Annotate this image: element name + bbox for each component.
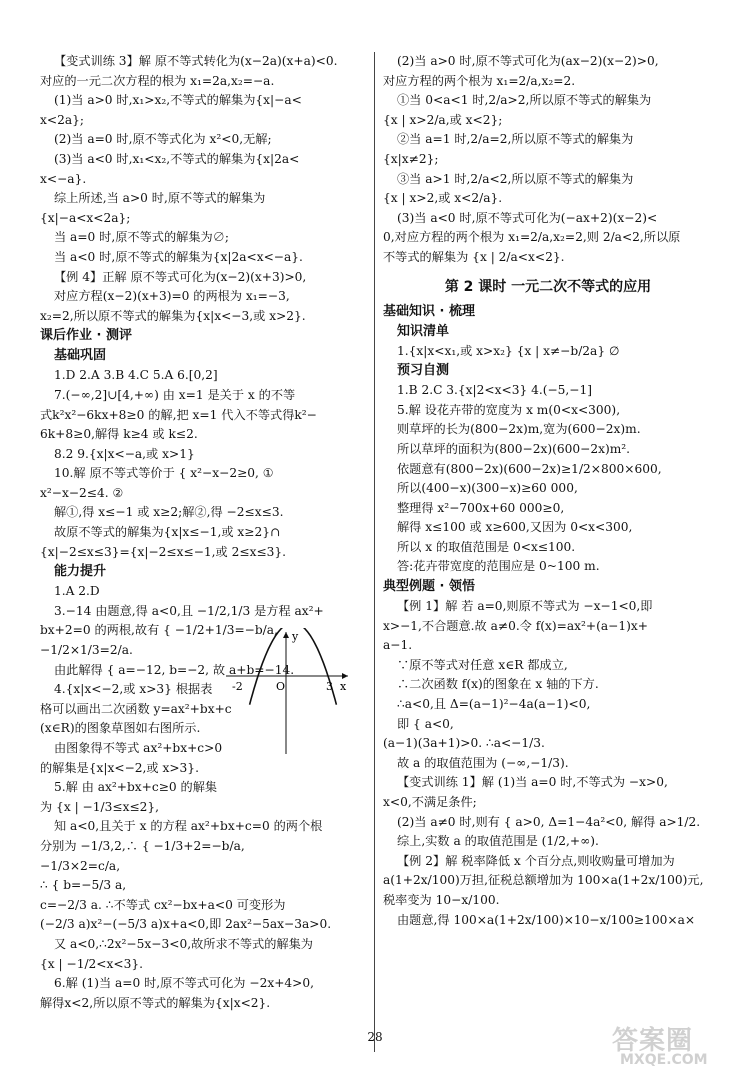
right-line: a(1+2x/100)万担,征税总额增加为 100×a(1+2x/100)元, [383,873,704,888]
left-line: 对应的一元二次方程的根为 x₁=2a,x₂=−a. [40,73,275,88]
left-line: (1)当 a>0 时,x₁>x₂,不等式的解集为{x|−a< [54,93,302,108]
x-tick-neg2: -2 [232,680,243,693]
right-line: 5.解 设花卉带的宽度为 x m(0<x<300), [397,402,621,417]
right-line: ∴二次函数 f(x)的图象在 x 轴的下方. [397,677,599,692]
right-line: {x | x>2,或 x<2/a}. [383,191,503,206]
left-line: 为 {x | −1/3≤x≤2}, [40,799,160,814]
left-line: −1/3×2=c/a, [40,858,121,873]
left-line: {x | −1/2<x<3}. [40,956,143,971]
left-line: {x|−a<x<2a}; [40,210,131,225]
right-line: 典型例题 · 领悟 [383,579,475,595]
left-line: 综上所述,当 a>0 时,原不等式的解集为 [54,191,266,206]
left-line: x<2a}; [40,112,84,127]
left-line: 分别为 −1/3,2,∴ { −1/3+2=−b/a, [40,838,245,853]
left-line: 当 a=0 时,原不等式的解集为∅; [54,230,230,245]
left-line: 8.2 9.{x|x<−a,或 x>1} [54,446,195,461]
left-line: 故原不等式的解集为{x|x≤−1,或 x≥2}∩ [54,525,281,540]
right-line: {x|x≠2}; [383,151,439,166]
left-line: bx+2=0 的两根,故有 { −1/2+1/3=−b/a, [40,623,278,638]
y-axis-label: y [292,630,299,643]
right-line: {x | x>2/a,或 x<2}; [383,112,503,127]
right-line: 故 a 的取值范围为 (−∞,−1/3). [397,755,569,770]
left-line: 的解集是{x|x<−2,或 x>3}. [40,760,199,775]
left-line: 5.解 由 ax²+bx+c≥0 的解集 [54,780,218,795]
left-line: 【变式训练 3】解 原不等式转化为(x−2a)(x+a)<0. [54,54,338,68]
right-line: (3)当 a<0 时,原不等式可化为(−ax+2)(x−2)< [397,210,658,225]
left-line: 当 a<0 时,原不等式的解集为{x|2a<x<−a}. [54,249,303,264]
right-line: (a−1)(3a+1)>0. ∴a<−1/3. [383,736,545,751]
left-line: (−2/3 a)x²−(−5/3 a)x+a<0,即 2ax²−5ax−3a>0. [40,917,332,932]
right-line: 不等式的解集为 {x | 2/a<x<2}. [383,249,565,264]
right-line: x<0,不满足条件; [383,795,477,809]
right-line: 答:花卉带宽度的范围应是 0~100 m. [397,559,600,574]
right-line: 【变式训练 1】解 (1)当 a=0 时,不等式为 −x>0, [397,775,668,790]
right-line: x>−1,不合题意.故 a≠0.令 f(x)=ax²+(a−1)x+ [383,618,648,633]
origin-label: O [276,680,286,693]
watermark-logo: 答案圈 [612,1026,694,1056]
page-number: 28 [367,1030,383,1044]
right-line: 依题意有(800−2x)(600−2x)≥1/2×800×600, [397,461,662,476]
left-line: x₂=2,所以原不等式的解集为{x|x<−3,或 x>2}. [40,308,306,323]
left-line: 解得x<2,所以原不等式的解集为{x|x<2}. [40,995,271,1010]
right-line: a−1. [383,638,413,653]
left-line: 6k+8≥0,解得 k≥4 或 k≤2. [40,427,198,442]
right-line: 即 { a<0, [397,716,454,731]
left-line: 10.解 原不等式等价于 { x²−x−2≥0, ① [54,466,274,481]
right-line: 【例 2】解 税率降低 x 个百分点,则收购量可增加为 [397,853,675,868]
left-line: 由图象得不等式 ax²+bx+c>0 [54,741,223,755]
right-line: ③当 a>1 时,2/a<2,所以原不等式的解集为 [397,171,634,186]
right-column [383,52,713,930]
right-line: ∵原不等式对任意 x∈R 都成立, [397,657,568,672]
left-line: 知 a<0,且关于 x 的方程 ax²+bx+c=0 的两个根 [54,819,323,834]
right-line: 所以草坪的面积为(800−2x)(600−2x)m². [397,441,631,456]
right-line: 税率变为 10−x/100. [383,892,500,907]
right-line: 【例 1】解 若 a=0,则原不等式为 −x−1<0,即 [397,599,653,614]
left-line: 由此解得 { a=−12, b=−2, 故 a+b=−14. [54,662,295,677]
right-line: 对应方程的两个根为 x₁=2/a,x₂=2. [383,73,576,88]
left-line: 格可以画出二次函数 y=ax²+bx+c [40,701,232,716]
right-line: 知识清单 [397,323,450,339]
right-line: 整理得 x²−700x+60 000≥0, [397,500,565,515]
left-line: 1.D 2.A 3.B 4.C 5.A 6.[0,2] [54,368,218,383]
left-line: 7.(−∞,2]∪[4,+∞) 由 x=1 是关于 x 的不等 [54,387,296,402]
right-line: (2)当 a>0 时,原不等式可化为(ax−2)(x−2)>0, [397,54,659,68]
left-line: 6.解 (1)当 a=0 时,原不等式可化为 −2x+4>0, [54,976,315,991]
left-line: x<−a}. [40,171,87,186]
right-line: ②当 a=1 时,2/a=2,所以原不等式的解集为 [397,132,634,147]
x-axis-arrow [342,673,348,679]
right-line: 基础知识 · 梳理 [383,303,475,319]
x-tick-3: 3 [326,680,333,693]
left-line: 解①,得 x≤−1 或 x≥2;解②,得 −2≤x≤3. [54,505,284,520]
right-line: 解得 x≤100 或 x≥600,又因为 0<x<300, [397,520,633,535]
right-line: (2)当 a≠0 时,则有 { a>0, Δ=1−4a²<0, 解得 a>1/2. [397,814,701,829]
right-line: 所以 x 的取值范围是 0<x≤100. [397,539,576,554]
watermark-url: MXQE.COM [620,1052,708,1068]
parabola-graph [222,628,352,758]
left-line: 【例 4】正解 原不等式可化为(x−2)(x+3)>0, [54,269,307,284]
left-line: 对应方程(x−2)(x+3)=0 的两根为 x₁=−3, [54,289,290,304]
left-line: 1.A 2.D [54,584,100,599]
right-line: 由题意,得 100×a(1+2x/100)×10−x/100≥100×a× [397,912,696,927]
right-line: 综上,实数 a 的取值范围是 (1/2,+∞). [397,834,599,849]
left-line: ∴ { b=−5/3 a, [40,878,127,893]
y-axis-arrow [283,632,289,638]
column-divider [374,52,375,1052]
left-column [40,52,368,1013]
right-line: 第 2 课时 一元二次不等式的应用 [444,278,652,295]
left-line: x²−x−2≤4. ② [40,485,124,500]
left-line: c=−2/3 a. ∴不等式 cx²−bx+a<0 可变形为 [40,897,286,912]
left-line: {x|−2≤x≤3}={x|−2≤x≤−1,或 2≤x≤3}. [40,544,287,559]
left-line: 基础巩固 [54,348,107,364]
left-line: 4.{x|x<−2,或 x>3} 根据表 [54,682,213,697]
left-line: 能力提升 [54,564,107,580]
right-line: 1.B 2.C 3.{x|2<x<3} 4.(−5,−1] [397,383,593,398]
left-line: 3.−14 由题意,得 a<0,且 −1/2,1/3 是方程 ax²+ [54,603,324,618]
left-line: (2)当 a=0 时,原不等式化为 x²<0,无解; [54,132,272,147]
right-line: 则草坪的长为(800−2x)m,宽为(600−2x)m. [397,422,641,437]
left-line: 又 a<0,∴2x²−5x−3<0,故所求不等式的解集为 [54,936,313,951]
x-axis-label: x [340,680,347,693]
right-line: ∴a<0,且 Δ=(a−1)²−4a(a−1)<0, [397,697,591,712]
left-line: (3)当 a<0 时,x₁<x₂,不等式的解集为{x|2a< [54,151,300,166]
right-line: 0,对应方程的两个根为 x₁=2/a,x₂=2,则 2/a<2,所以原 [383,230,681,245]
left-line: 课后作业 · 测评 [40,328,132,344]
right-line: ①当 0<a<1 时,2/a>2,所以原不等式的解集为 [397,93,652,108]
left-line: 式k²x²−6kx+8≥0 的解,把 x=1 代入不等式得k²− [40,407,317,422]
right-line: 1.{x|x<x₁,或 x>x₂} {x | x≠−b/2a} ∅ [397,343,620,358]
right-line: 预习自测 [397,363,450,379]
right-line: 所以(400−x)(300−x)≥60 000, [397,481,578,496]
left-line: (x∈R)的图象草图如右图所示. [40,721,201,736]
left-line: −1/2×1/3=2/a. [40,643,133,658]
